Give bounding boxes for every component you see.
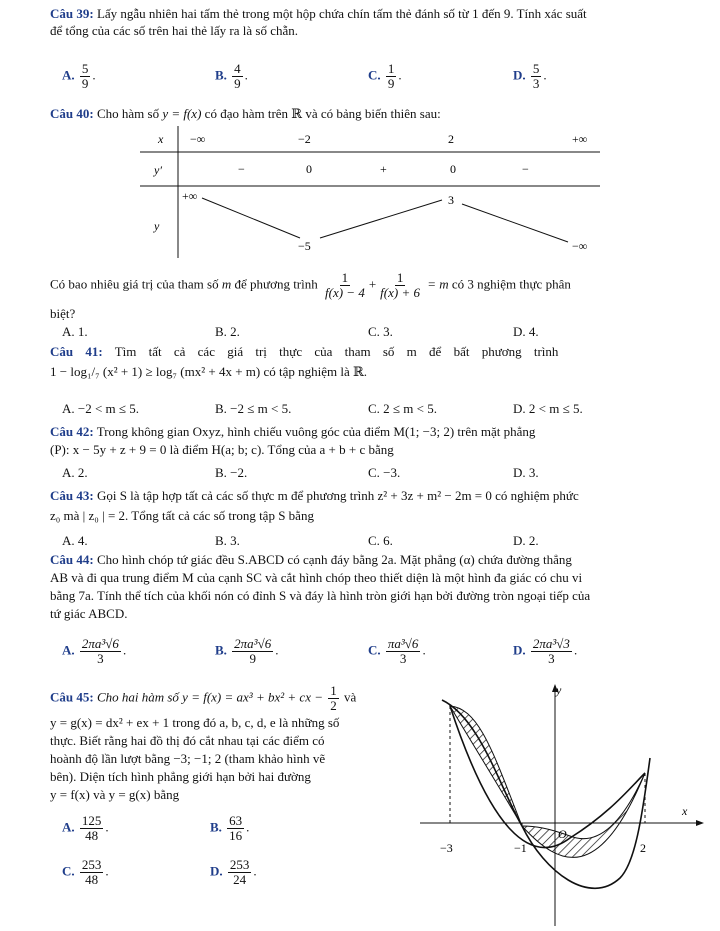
q39-text2: để tổng của các số trên hai thẻ lấy ra là số chẵn. xyxy=(50,23,298,38)
table-x-2: 2 xyxy=(448,132,454,146)
q42-option-d[interactable]: D. 3. xyxy=(513,465,539,480)
table-y-max: 3 xyxy=(448,193,454,207)
table-x-minus2: −2 xyxy=(298,132,311,146)
q39-text1: Lấy ngẫu nhiên hai tấm thẻ trong một hộp chứa chín tấm thẻ đánh số từ 1 đến 9. Tính xác suất xyxy=(96,6,587,21)
tick-minus3: −3 xyxy=(440,841,453,855)
q43-line2: z₀ mà | z₀ | = 2. Tổng tất cả các số trong tập S bằng xyxy=(50,508,314,523)
q39-option-d[interactable]: D. $\frac{5}{3}$ . xyxy=(513,61,547,91)
q45-graph xyxy=(420,678,710,928)
q43-option-a[interactable]: A. 4. xyxy=(62,533,88,548)
q43-option-c[interactable]: C. 6. xyxy=(368,533,393,548)
q45-line4: hoành độ lần lượt bằng −3; −1; 2 (tham khảo hình vẽ xyxy=(50,751,326,766)
table-yprime-label: y′ xyxy=(154,163,162,177)
shaded-region-right xyxy=(522,773,645,857)
graph-y-label: y xyxy=(556,683,562,697)
tick-2: 2 xyxy=(640,841,646,855)
variation-table xyxy=(140,126,610,258)
q40-line1: Câu 40: Cho hàm số y = f(x) có đạo hàm trên ℝ và có bảng biến thiên sau: xyxy=(50,106,441,121)
q40-question-end: biệt? xyxy=(50,306,76,321)
q40-option-a[interactable]: A. 1. xyxy=(62,324,88,339)
q44-line2: AB và đi qua trung điểm M của cạnh SC và cắt hình chóp theo thiết diện là một hình đa giác có chu vi xyxy=(50,570,583,585)
shaded-region xyxy=(450,706,522,826)
q41-option-a[interactable]: A. −2 < m ≤ 5. xyxy=(62,401,140,416)
q45-line6: y = f(x) và y = g(x) bằng xyxy=(50,787,180,802)
q43-line1: Câu 43: Gọi S là tập hợp tất cả các số thực m để phương trình z² + 3z + m² − 2m = 0 có nghiệm phức xyxy=(50,488,579,503)
q44-line1: Câu 44: Cho hình chóp tứ giác đều S.ABCD có cạnh đáy bằng 2a. Mặt phẳng (α) chứa đường thẳng xyxy=(50,552,572,567)
table-yp-zero2: 0 xyxy=(450,162,456,176)
table-yp-zero1: 0 xyxy=(306,162,312,176)
q40-option-d[interactable]: D. 4. xyxy=(513,324,539,339)
q45-line3: thực. Biết rằng hai đồ thị đó cắt nhau tại các điểm có xyxy=(50,733,325,748)
q45-option-a[interactable]: A. $\frac{125}{48}$ . xyxy=(62,813,109,843)
q41-option-c[interactable]: C. 2 ≤ m < 5. xyxy=(368,401,437,416)
q42-option-c[interactable]: C. −3. xyxy=(368,465,401,480)
q42-line2: (P): x − 5y + z + 9 = 0 là điểm H(a; b; c). Tổng của a + b + c bằng xyxy=(50,442,394,457)
table-y-pos-inf: +∞ xyxy=(182,189,198,203)
q40-option-c[interactable]: C. 3. xyxy=(368,324,393,339)
q39-label: Câu 39: xyxy=(50,6,94,21)
table-x-pos-inf: +∞ xyxy=(572,132,588,146)
q40-label: Câu 40: xyxy=(50,106,94,121)
q40-question: Có bao nhiêu giá trị của tham số m để phương trình $\frac{1}{f(x) - 4}$ + $\frac{1}{f(x) + 6}$ = m có 3 nghiệm thực phân xyxy=(50,270,571,300)
q39-line1 xyxy=(50,6,587,22)
q42-option-b[interactable]: B. −2. xyxy=(215,465,248,480)
q43-option-d[interactable]: D. 2. xyxy=(513,533,539,548)
table-y-neg-inf: −∞ xyxy=(572,239,588,253)
q39-option-b[interactable]: B. $\frac{4}{9}$ . xyxy=(215,61,248,91)
graph-x-label: x xyxy=(682,804,688,818)
q41-option-b[interactable]: B. −2 ≤ m < 5. xyxy=(215,401,292,416)
table-y-label: y xyxy=(154,219,160,233)
q39-option-a[interactable]: A. $\frac{5}{9}$ . xyxy=(62,61,96,91)
graph-origin: O xyxy=(558,827,567,841)
q42-option-a[interactable]: A. 2. xyxy=(62,465,88,480)
q41-option-d[interactable]: D. 2 < m ≤ 5. xyxy=(513,401,583,416)
q44-option-a[interactable]: A. $\frac{\text{2πa³√6}}{3}$ . xyxy=(62,636,127,666)
q44-option-c[interactable]: C. $\frac{\text{πa³√6}}{3}$ . xyxy=(368,636,426,666)
tick-minus1: −1 xyxy=(514,841,527,855)
table-yp-sign2: + xyxy=(380,162,387,176)
q45-option-d[interactable]: D. $\frac{253}{24}$ . xyxy=(210,857,257,887)
q44-line3: bằng 7a. Tính thể tích của khối nón có đỉnh S và đáy là hình tròn giới hạn bởi đường tròn ngoại tiếp của xyxy=(50,588,591,603)
table-yp-sign1: − xyxy=(238,162,245,176)
q45-option-b[interactable]: B. $\frac{63}{16}$ . xyxy=(210,813,250,843)
table-x-neg-inf: −∞ xyxy=(190,132,206,146)
q43-option-b[interactable]: B. 3. xyxy=(215,533,240,548)
q45-line5: bên). Diện tích hình phẳng giới hạn bởi hai đường xyxy=(50,769,311,784)
q40-option-b[interactable]: B. 2. xyxy=(215,324,240,339)
table-x-label: x xyxy=(158,132,164,146)
q44-option-d[interactable]: D. $\frac{\text{2πa³√3}}{3}$ . xyxy=(513,636,578,666)
table-yp-sign3: − xyxy=(522,162,529,176)
q44-line4: tứ giác ABCD. xyxy=(50,606,128,621)
q42-line1: Câu 42: Trong không gian Oxyz, hình chiếu vuông góc của điểm M(1; −3; 2) trên mặt phẳng xyxy=(50,424,536,439)
q44-option-b[interactable]: B. $\frac{\text{2πa³√6}}{9}$ . xyxy=(215,636,279,666)
q45-line2: y = g(x) = dx² + ex + 1 trong đó a, b, c, d, e là những số xyxy=(50,715,340,730)
q39-option-c[interactable]: C. $\frac{1}{9}$ . xyxy=(368,61,402,91)
q45-line1: Câu 45: Cho hai hàm số y = f(x) = ax³ + bx² + cx − $\frac{1}{2}$ và xyxy=(50,683,357,713)
q41-inequality: 1 − log₁/₇ (x² + 1) ≥ log₇ (mx² + 4x + m) có tập nghiệm là ℝ. xyxy=(50,364,368,379)
q41-line1: Câu 41: Tìm tất cả các giá trị thực của tham số m để bất phương trình xyxy=(50,344,559,359)
table-y-min: −5 xyxy=(298,239,311,253)
q45-option-c[interactable]: C. $\frac{253}{48}$ . xyxy=(62,857,109,887)
